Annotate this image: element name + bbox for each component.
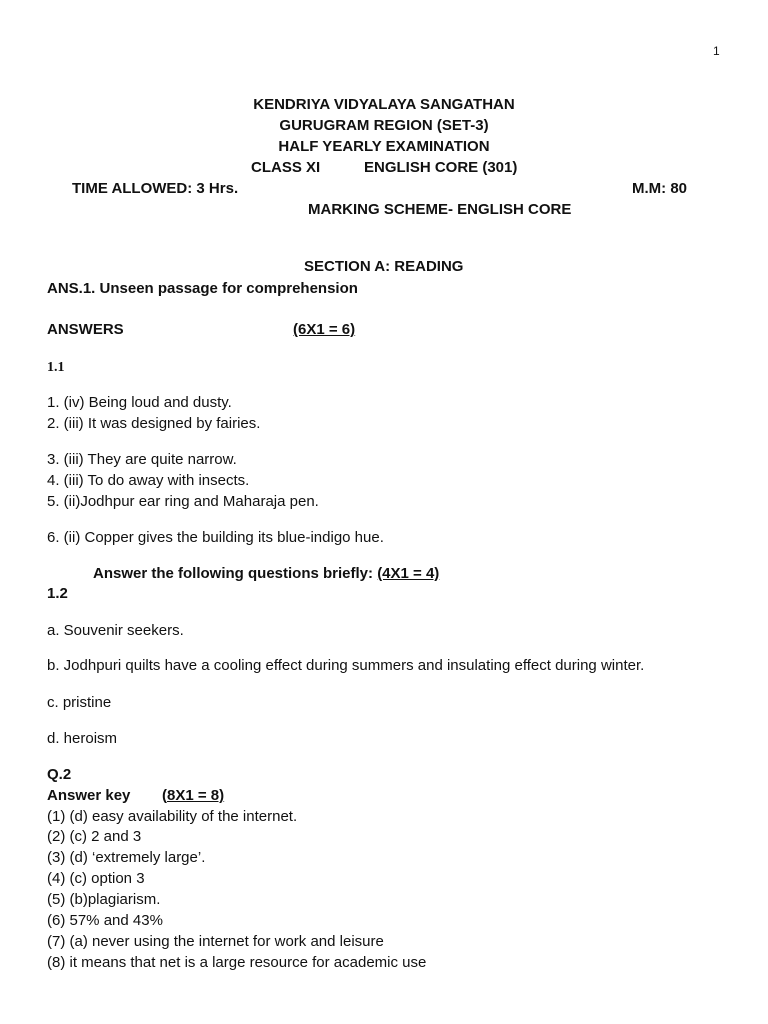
section-a-title: SECTION A: READING bbox=[304, 258, 464, 275]
page-number: 1 bbox=[713, 44, 720, 58]
max-marks: M.M: 80 bbox=[632, 180, 688, 197]
list-item: (4) (c) option 3 bbox=[47, 870, 145, 887]
org-title: KENDRIYA VIDYALAYA SANGATHAN bbox=[253, 96, 515, 113]
list-item: (8) it means that net is a large resource for academic use bbox=[47, 954, 427, 971]
region-title: GURUGRAM REGION (SET-3) bbox=[279, 117, 489, 134]
answer-key-marks bbox=[162, 788, 224, 803]
answer-key-label: Answer key bbox=[47, 787, 131, 804]
list-item: (5) (b)plagiarism. bbox=[47, 891, 161, 908]
answers-label: ANSWERS bbox=[47, 321, 124, 338]
brief-marks: (4X1 = 4) bbox=[377, 565, 440, 582]
answer-key-paren: ( bbox=[162, 787, 167, 804]
list-item: 2. (iii) It was designed by fairies. bbox=[47, 415, 261, 432]
q1-2-label: 1.2 bbox=[47, 585, 68, 602]
brief-instruction bbox=[93, 566, 439, 581]
list-item: d. heroism bbox=[47, 730, 118, 747]
list-item: (1) (d) easy availability of the internet. bbox=[47, 808, 298, 825]
list-item: (6) 57% and 43% bbox=[47, 912, 163, 929]
list-item: c. pristine bbox=[47, 694, 112, 711]
q1-1-label: 1.1 bbox=[47, 360, 65, 375]
list-item: (7) (a) never using the internet for work and leisure bbox=[47, 933, 384, 950]
list-item: 5. (ii)Jodhpur ear ring and Maharaja pen. bbox=[47, 493, 319, 510]
exam-title: HALF YEARLY EXAMINATION bbox=[278, 138, 490, 155]
q2-label: Q.2 bbox=[47, 766, 72, 783]
class-label: CLASS XI bbox=[251, 159, 321, 176]
list-item: b. Jodhpuri quilts have a cooling effect during summers and insulating effect during winter. bbox=[47, 657, 645, 674]
marking-scheme-title: MARKING SCHEME- ENGLISH CORE bbox=[308, 201, 572, 218]
list-item: 4. (iii) To do away with insects. bbox=[47, 472, 250, 489]
list-item: 6. (ii) Copper gives the building its blue-indigo hue. bbox=[47, 529, 384, 546]
answer-key-marks-text: 8X1 = 8) bbox=[167, 787, 225, 804]
list-item: (2) (c) 2 and 3 bbox=[47, 828, 142, 845]
list-item: (3) (d) ‘extremely large’. bbox=[47, 849, 206, 866]
ans1-heading: ANS.1. Unseen passage for comprehension bbox=[47, 280, 358, 297]
subject-label: ENGLISH CORE (301) bbox=[364, 159, 518, 176]
answers-marks: (6X1 = 6) bbox=[293, 321, 356, 338]
list-item: 3. (iii) They are quite narrow. bbox=[47, 451, 237, 468]
list-item: a. Souvenir seekers. bbox=[47, 622, 184, 639]
time-allowed: TIME ALLOWED: 3 Hrs. bbox=[72, 180, 239, 197]
brief-instruction-text: Answer the following questions briefly: bbox=[93, 565, 378, 582]
list-item: 1. (iv) Being loud and dusty. bbox=[47, 394, 232, 411]
